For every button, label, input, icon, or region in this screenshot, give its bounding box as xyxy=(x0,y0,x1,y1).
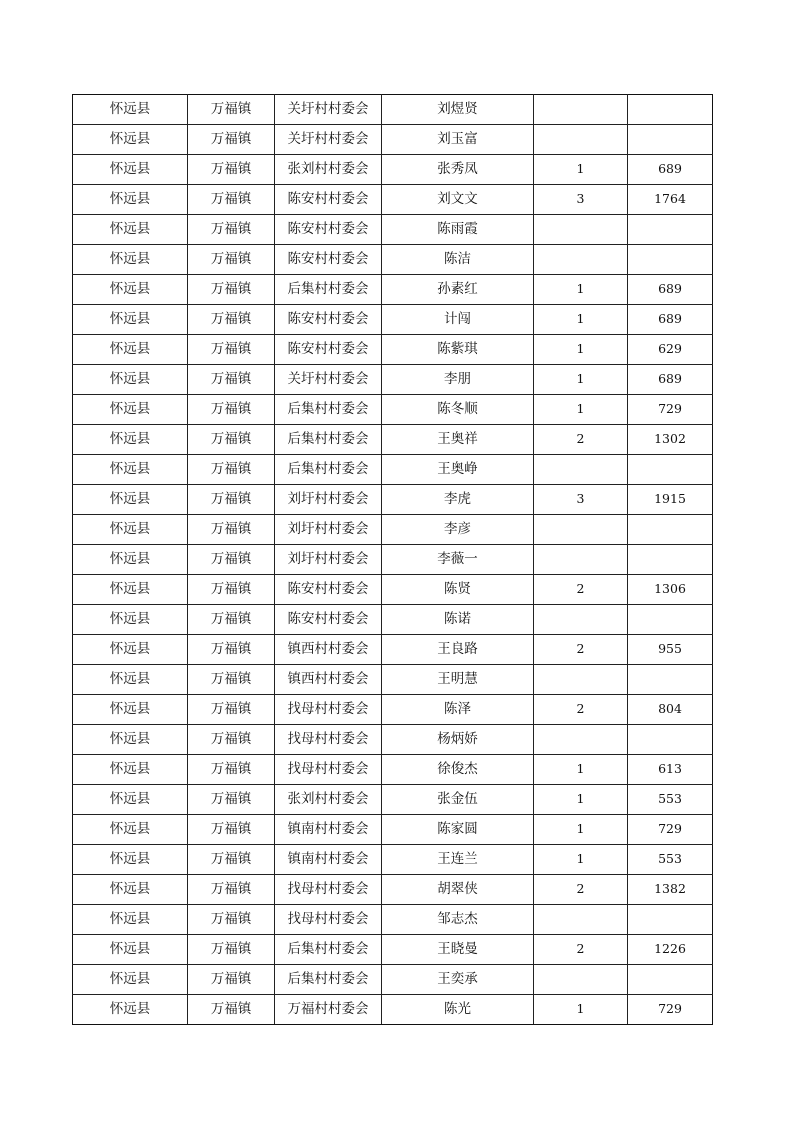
table-row xyxy=(73,725,713,755)
amount-cell xyxy=(628,725,713,755)
name-cell: 陈诺 xyxy=(382,605,534,635)
name-cell: 陈贤 xyxy=(382,575,534,605)
count-cell xyxy=(534,455,628,485)
county-cell: 怀远县 xyxy=(73,155,188,185)
town-cell: 万福镇 xyxy=(188,215,275,245)
village-committee-cell: 找母村村委会 xyxy=(275,695,382,725)
county-cell: 怀远县 xyxy=(73,245,188,275)
amount-cell: 1915 xyxy=(628,485,713,515)
amount-cell xyxy=(628,905,713,935)
amount-cell: 629 xyxy=(628,335,713,365)
village-committee-cell: 镇南村村委会 xyxy=(275,815,382,845)
table-row xyxy=(73,185,713,215)
name-cell: 李虎 xyxy=(382,485,534,515)
name-cell: 李彦 xyxy=(382,515,534,545)
county-cell: 怀远县 xyxy=(73,425,188,455)
county-cell: 怀远县 xyxy=(73,965,188,995)
table-row xyxy=(73,695,713,725)
count-cell: 2 xyxy=(534,575,628,605)
village-committee-cell: 刘圩村村委会 xyxy=(275,515,382,545)
village-committee-cell: 后集村村委会 xyxy=(275,455,382,485)
name-cell: 陈泽 xyxy=(382,695,534,725)
amount-cell: 729 xyxy=(628,395,713,425)
town-cell: 万福镇 xyxy=(188,965,275,995)
town-cell: 万福镇 xyxy=(188,635,275,665)
village-committee-cell: 镇南村村委会 xyxy=(275,845,382,875)
county-cell: 怀远县 xyxy=(73,755,188,785)
county-cell: 怀远县 xyxy=(73,665,188,695)
name-cell: 胡翠侠 xyxy=(382,875,534,905)
village-committee-cell: 陈安村村委会 xyxy=(275,185,382,215)
amount-cell: 689 xyxy=(628,365,713,395)
table-row xyxy=(73,125,713,155)
name-cell: 杨炳娇 xyxy=(382,725,534,755)
count-cell: 1 xyxy=(534,275,628,305)
town-cell: 万福镇 xyxy=(188,95,275,125)
town-cell: 万福镇 xyxy=(188,575,275,605)
count-cell xyxy=(534,965,628,995)
village-committee-cell: 找母村村委会 xyxy=(275,755,382,785)
amount-cell xyxy=(628,95,713,125)
name-cell: 刘文文 xyxy=(382,185,534,215)
town-cell: 万福镇 xyxy=(188,935,275,965)
count-cell: 1 xyxy=(534,785,628,815)
count-cell: 1 xyxy=(534,365,628,395)
name-cell: 刘煜贤 xyxy=(382,95,534,125)
count-cell: 1 xyxy=(534,845,628,875)
town-cell: 万福镇 xyxy=(188,425,275,455)
count-cell: 1 xyxy=(534,995,628,1025)
amount-cell xyxy=(628,545,713,575)
table-row xyxy=(73,815,713,845)
town-cell: 万福镇 xyxy=(188,335,275,365)
name-cell: 陈雨霞 xyxy=(382,215,534,245)
village-committee-cell: 找母村村委会 xyxy=(275,875,382,905)
count-cell xyxy=(534,905,628,935)
town-cell: 万福镇 xyxy=(188,995,275,1025)
count-cell: 2 xyxy=(534,935,628,965)
amount-cell: 689 xyxy=(628,155,713,185)
village-committee-cell: 陈安村村委会 xyxy=(275,215,382,245)
table-row xyxy=(73,935,713,965)
amount-cell: 1302 xyxy=(628,425,713,455)
count-cell: 3 xyxy=(534,485,628,515)
data-table xyxy=(72,94,713,1025)
amount-cell: 553 xyxy=(628,785,713,815)
table-row xyxy=(73,365,713,395)
count-cell: 2 xyxy=(534,875,628,905)
town-cell: 万福镇 xyxy=(188,245,275,275)
village-committee-cell: 关圩村村委会 xyxy=(275,95,382,125)
name-cell: 王奕承 xyxy=(382,965,534,995)
count-cell: 2 xyxy=(534,635,628,665)
village-committee-cell: 陈安村村委会 xyxy=(275,335,382,365)
town-cell: 万福镇 xyxy=(188,725,275,755)
name-cell: 李薇一 xyxy=(382,545,534,575)
county-cell: 怀远县 xyxy=(73,275,188,305)
town-cell: 万福镇 xyxy=(188,185,275,215)
county-cell: 怀远县 xyxy=(73,635,188,665)
town-cell: 万福镇 xyxy=(188,845,275,875)
village-committee-cell: 张刘村村委会 xyxy=(275,785,382,815)
name-cell: 王晓曼 xyxy=(382,935,534,965)
amount-cell: 1764 xyxy=(628,185,713,215)
table-row xyxy=(73,275,713,305)
town-cell: 万福镇 xyxy=(188,605,275,635)
county-cell: 怀远县 xyxy=(73,815,188,845)
count-cell xyxy=(534,95,628,125)
count-cell xyxy=(534,515,628,545)
town-cell: 万福镇 xyxy=(188,785,275,815)
name-cell: 计闯 xyxy=(382,305,534,335)
name-cell: 王良路 xyxy=(382,635,534,665)
count-cell: 2 xyxy=(534,425,628,455)
count-cell: 2 xyxy=(534,695,628,725)
table-row xyxy=(73,95,713,125)
town-cell: 万福镇 xyxy=(188,395,275,425)
village-committee-cell: 陈安村村委会 xyxy=(275,605,382,635)
table-body xyxy=(73,95,713,1025)
town-cell: 万福镇 xyxy=(188,485,275,515)
table-row xyxy=(73,995,713,1025)
table-row xyxy=(73,395,713,425)
county-cell: 怀远县 xyxy=(73,695,188,725)
town-cell: 万福镇 xyxy=(188,815,275,845)
table-row xyxy=(73,245,713,275)
village-committee-cell: 刘圩村村委会 xyxy=(275,545,382,575)
town-cell: 万福镇 xyxy=(188,665,275,695)
name-cell: 邹志杰 xyxy=(382,905,534,935)
county-cell: 怀远县 xyxy=(73,545,188,575)
village-committee-cell: 镇西村村委会 xyxy=(275,665,382,695)
village-committee-cell: 后集村村委会 xyxy=(275,275,382,305)
county-cell: 怀远县 xyxy=(73,395,188,425)
county-cell: 怀远县 xyxy=(73,605,188,635)
village-committee-cell: 陈安村村委会 xyxy=(275,305,382,335)
village-committee-cell: 陈安村村委会 xyxy=(275,245,382,275)
town-cell: 万福镇 xyxy=(188,275,275,305)
table-row xyxy=(73,515,713,545)
count-cell xyxy=(534,725,628,755)
town-cell: 万福镇 xyxy=(188,875,275,905)
village-committee-cell: 镇西村村委会 xyxy=(275,635,382,665)
table-row xyxy=(73,755,713,785)
count-cell xyxy=(534,665,628,695)
county-cell: 怀远县 xyxy=(73,455,188,485)
town-cell: 万福镇 xyxy=(188,155,275,185)
amount-cell: 553 xyxy=(628,845,713,875)
county-cell: 怀远县 xyxy=(73,335,188,365)
amount-cell xyxy=(628,245,713,275)
name-cell: 王明慧 xyxy=(382,665,534,695)
count-cell: 1 xyxy=(534,305,628,335)
table-row xyxy=(73,215,713,245)
name-cell: 王连兰 xyxy=(382,845,534,875)
village-committee-cell: 万福村村委会 xyxy=(275,995,382,1025)
county-cell: 怀远县 xyxy=(73,875,188,905)
village-committee-cell: 后集村村委会 xyxy=(275,395,382,425)
town-cell: 万福镇 xyxy=(188,125,275,155)
town-cell: 万福镇 xyxy=(188,305,275,335)
village-committee-cell: 后集村村委会 xyxy=(275,425,382,455)
count-cell: 1 xyxy=(534,755,628,785)
count-cell xyxy=(534,215,628,245)
village-committee-cell: 后集村村委会 xyxy=(275,935,382,965)
village-committee-cell: 找母村村委会 xyxy=(275,905,382,935)
name-cell: 徐俊杰 xyxy=(382,755,534,785)
amount-cell: 729 xyxy=(628,995,713,1025)
count-cell: 1 xyxy=(534,155,628,185)
table-row xyxy=(73,335,713,365)
county-cell: 怀远县 xyxy=(73,935,188,965)
county-cell: 怀远县 xyxy=(73,575,188,605)
name-cell: 刘玉富 xyxy=(382,125,534,155)
table-row xyxy=(73,305,713,335)
town-cell: 万福镇 xyxy=(188,755,275,785)
county-cell: 怀远县 xyxy=(73,845,188,875)
name-cell: 陈冬顺 xyxy=(382,395,534,425)
table-row xyxy=(73,575,713,605)
town-cell: 万福镇 xyxy=(188,515,275,545)
amount-cell: 1226 xyxy=(628,935,713,965)
table-row xyxy=(73,605,713,635)
village-committee-cell: 后集村村委会 xyxy=(275,965,382,995)
town-cell: 万福镇 xyxy=(188,545,275,575)
count-cell: 1 xyxy=(534,395,628,425)
count-cell: 3 xyxy=(534,185,628,215)
amount-cell: 1382 xyxy=(628,875,713,905)
name-cell: 张秀凤 xyxy=(382,155,534,185)
amount-cell: 689 xyxy=(628,305,713,335)
village-committee-cell: 关圩村村委会 xyxy=(275,365,382,395)
county-cell: 怀远县 xyxy=(73,215,188,245)
amount-cell xyxy=(628,125,713,155)
name-cell: 李朋 xyxy=(382,365,534,395)
village-committee-cell: 关圩村村委会 xyxy=(275,125,382,155)
amount-cell xyxy=(628,605,713,635)
county-cell: 怀远县 xyxy=(73,905,188,935)
town-cell: 万福镇 xyxy=(188,695,275,725)
name-cell: 陈家圆 xyxy=(382,815,534,845)
county-cell: 怀远县 xyxy=(73,305,188,335)
table-row xyxy=(73,905,713,935)
name-cell: 陈紫琪 xyxy=(382,335,534,365)
amount-cell: 613 xyxy=(628,755,713,785)
amount-cell: 955 xyxy=(628,635,713,665)
table-row xyxy=(73,485,713,515)
table-row xyxy=(73,965,713,995)
county-cell: 怀远县 xyxy=(73,515,188,545)
table-row xyxy=(73,545,713,575)
count-cell xyxy=(534,545,628,575)
table-row xyxy=(73,665,713,695)
table-row xyxy=(73,155,713,185)
county-cell: 怀远县 xyxy=(73,125,188,155)
name-cell: 王奥峥 xyxy=(382,455,534,485)
count-cell xyxy=(534,245,628,275)
count-cell: 1 xyxy=(534,815,628,845)
amount-cell: 689 xyxy=(628,275,713,305)
count-cell xyxy=(534,125,628,155)
amount-cell: 1306 xyxy=(628,575,713,605)
county-cell: 怀远县 xyxy=(73,725,188,755)
count-cell xyxy=(534,605,628,635)
name-cell: 王奥祥 xyxy=(382,425,534,455)
name-cell: 陈光 xyxy=(382,995,534,1025)
county-cell: 怀远县 xyxy=(73,995,188,1025)
county-cell: 怀远县 xyxy=(73,485,188,515)
table-row xyxy=(73,875,713,905)
table-row xyxy=(73,785,713,815)
count-cell: 1 xyxy=(534,335,628,365)
village-committee-cell: 找母村村委会 xyxy=(275,725,382,755)
amount-cell xyxy=(628,965,713,995)
town-cell: 万福镇 xyxy=(188,365,275,395)
village-committee-cell: 陈安村村委会 xyxy=(275,575,382,605)
town-cell: 万福镇 xyxy=(188,905,275,935)
table-row xyxy=(73,455,713,485)
amount-cell: 729 xyxy=(628,815,713,845)
county-cell: 怀远县 xyxy=(73,185,188,215)
name-cell: 张金伍 xyxy=(382,785,534,815)
amount-cell xyxy=(628,665,713,695)
table-row xyxy=(73,425,713,455)
amount-cell xyxy=(628,455,713,485)
amount-cell xyxy=(628,215,713,245)
amount-cell xyxy=(628,515,713,545)
county-cell: 怀远县 xyxy=(73,365,188,395)
table-row xyxy=(73,635,713,665)
town-cell: 万福镇 xyxy=(188,455,275,485)
county-cell: 怀远县 xyxy=(73,785,188,815)
table-row xyxy=(73,845,713,875)
name-cell: 陈洁 xyxy=(382,245,534,275)
village-committee-cell: 刘圩村村委会 xyxy=(275,485,382,515)
county-cell: 怀远县 xyxy=(73,95,188,125)
name-cell: 孙素红 xyxy=(382,275,534,305)
amount-cell: 804 xyxy=(628,695,713,725)
village-committee-cell: 张刘村村委会 xyxy=(275,155,382,185)
